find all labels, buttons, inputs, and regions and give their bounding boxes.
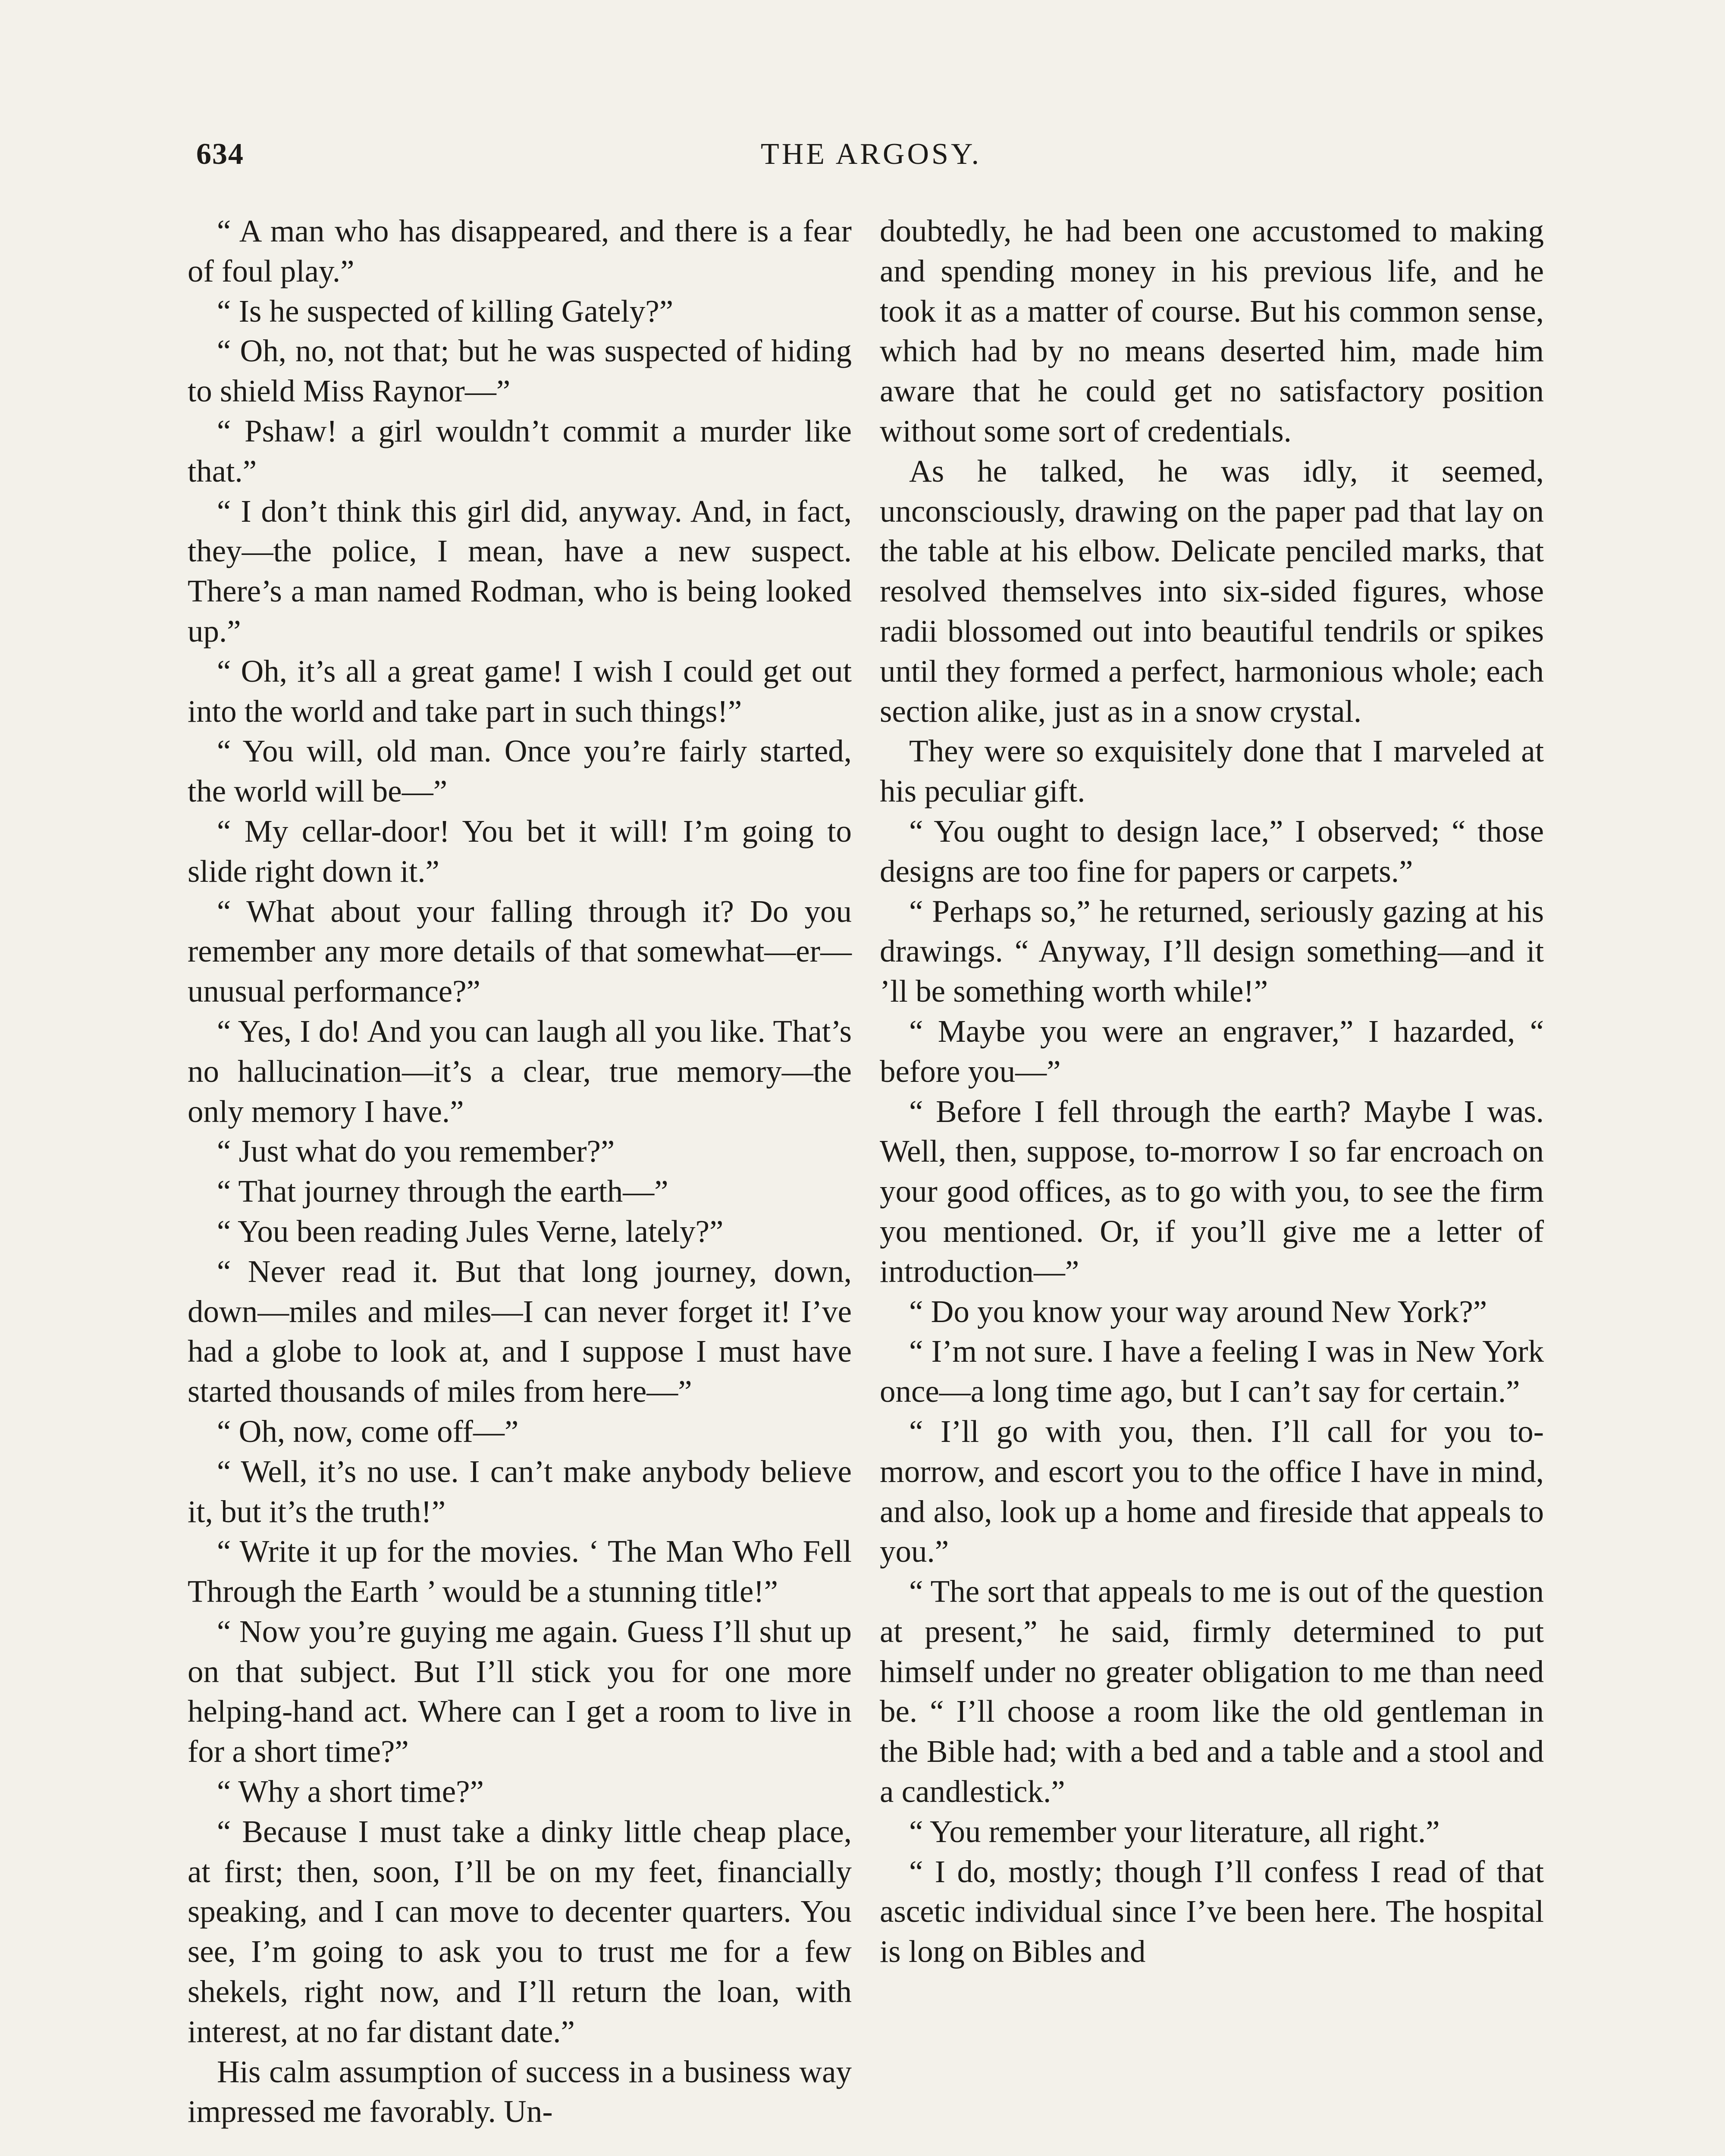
paragraph: “ I do, mostly; though I’ll confess I read of that ascetic individual since I’ve been here. The hospital is long on Bibles and	[880, 1854, 1544, 1969]
paragraph: “ Why a short time?”	[217, 1774, 484, 1809]
paragraph: “ A man who has disappeared, and there is a fear of foul play.”	[188, 213, 852, 288]
paragraph: “ You ought to design lace,” I observed; “ those designs are too fine for papers or carpets.”	[880, 813, 1544, 889]
paragraph: “ Oh, now, come off—”	[217, 1413, 519, 1449]
paragraph: “ Do you know your way around New York?”	[909, 1294, 1487, 1329]
paragraph: “ Now you’re guying me again. Guess I’ll shut up on that subject. But I’ll stick you for one more helping-hand act. Where can I get a room to live in for a short time?”	[188, 1614, 852, 1769]
paragraph: “ I’m not sure. I have a feeling I was in New York once—a long time ago, but I can’t say for certain.”	[880, 1334, 1544, 1409]
paragraph: “ Never read it. But that long journey, down, down—miles and miles—I can never forget it! I’ve had a globe to look at, and I suppose I must have started thousands of miles from here—”	[188, 1253, 852, 1409]
right-column	[880, 211, 1544, 1972]
paragraph-continuation: doubtedly, he had been one accustomed to making and spending money in his previous life, and he took it as a matter of course. But his common sense, which had by no means deserted him, made him aware that he could get no satisfactory position without some sort of credentials.	[880, 213, 1544, 448]
paragraph: “ Write it up for the movies. ‘ The Man Who Fell Through the Earth ’ would be a stunning title!”	[188, 1534, 852, 1609]
paragraph: “ Pshaw! a girl wouldn’t commit a murder like that.”	[188, 413, 852, 489]
paragraph: “ Perhaps so,” he returned, seriously gazing at his drawings. “ Anyway, I’ll design something—and it ’ll be something worth while!”	[880, 893, 1544, 1009]
paragraph: “ My cellar-door! You bet it will! I’m going to slide right down it.”	[188, 813, 852, 889]
paragraph: “ You remember your literature, all right.”	[909, 1814, 1440, 1849]
left-column	[188, 211, 852, 2132]
paragraph: “ Because I must take a dinky little cheap place, at first; then, soon, I’ll be on my feet, financially speaking, and I can move to decenter quarters. You see, I’m going to ask you to trust me for a few shekels, right now, and I’ll return the loan, with interest, at no far distant date.”	[188, 1814, 852, 2049]
paragraph: “ Yes, I do! And you can laugh all you like. That’s no hallucination—it’s a clear, true memory—the only memory I have.”	[188, 1013, 852, 1129]
paragraph: “ The sort that appeals to me is out of the question at present,” he said, firmly determined to put himself under no greater obligation to me than need be. “ I’ll choose a room like the old gentleman in the Bible had; with a bed and a table and a stool and a candlestick.”	[880, 1574, 1544, 1809]
paragraph: As he talked, he was idly, it seemed, unconsciously, drawing on the paper pad that lay on the table at his elbow. Delicate penciled marks, that resolved themselves into six-sided figures, whose radii blossomed out into beautiful tendrils or spikes until they formed a perfect, harmonious whole; each section alike, just as in a snow crystal.	[880, 453, 1544, 729]
paragraph: “ I don’t think this girl did, anyway. And, in fact, they—the police, I mean, have a new suspect. There’s a man named Rodman, who is being looked up.”	[188, 493, 852, 649]
paragraph: “ Oh, no, not that; but he was suspected of hiding to shield Miss Raynor—”	[188, 333, 852, 409]
paragraph: “ Is he suspected of killing Gately?”	[217, 293, 674, 329]
page-number: 634	[196, 138, 244, 171]
paragraph: His calm assumption of success in a business way impressed me favorably. Un-	[188, 2054, 852, 2129]
paragraph: “ I’ll go with you, then. I’ll call for you to-morrow, and escort you to the office I have in mind, and also, look up a home and fireside that appeals to you.”	[880, 1413, 1544, 1569]
running-head-title: THE ARGOSY.	[760, 138, 982, 171]
paragraph: They were so exquisitely done that I marveled at his peculiar gift.	[880, 733, 1544, 809]
paragraph: “ That journey through the earth—”	[217, 1174, 668, 1209]
page-header	[196, 137, 1546, 185]
paragraph: “ Well, it’s no use. I can’t make anybody believe it, but it’s the truth!”	[188, 1454, 852, 1529]
paragraph: “ Oh, it’s all a great game! I wish I could get out into the world and take part in such things!”	[188, 653, 852, 729]
paragraph: “ What about your falling through it? Do you remember any more details of that somewhat—er—unusual performance?”	[188, 893, 852, 1009]
paragraph: “ Before I fell through the earth? Maybe I was. Well, then, suppose, to-morrow I so far encroach on your good offices, as to go with you, to see the firm you mentioned. Or, if you’ll give me a letter of introduction—”	[880, 1094, 1544, 1289]
paragraph: “ Maybe you were an engraver,” I hazarded, “ before you—”	[880, 1013, 1544, 1089]
paragraph: “ You been reading Jules Verne, lately?”	[217, 1213, 724, 1249]
paragraph: “ You will, old man. Once you’re fairly started, the world will be—”	[188, 733, 852, 809]
paragraph: “ Just what do you remember?”	[217, 1134, 615, 1169]
